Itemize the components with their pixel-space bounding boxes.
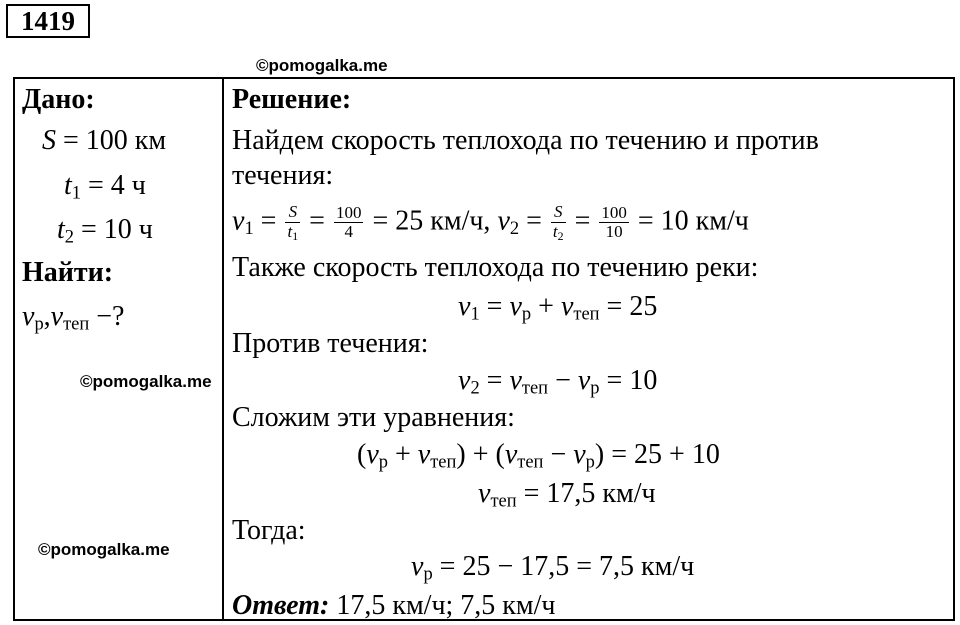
eq1-eq-a: = xyxy=(253,205,284,237)
given-distance-var: S xyxy=(42,125,56,156)
frac3-num: S xyxy=(551,203,566,223)
eq2-plus: + xyxy=(531,291,561,322)
equation-downstream xyxy=(458,293,657,323)
watermark-bottom: ©pomogalka.me xyxy=(38,540,170,559)
frac1-den-var: t xyxy=(287,221,293,241)
answer-label: Ответ: xyxy=(232,590,330,621)
eq3-eq: = xyxy=(479,365,510,396)
eq1-v2: v xyxy=(497,205,510,237)
given-title: Дано: xyxy=(22,84,95,115)
watermark-top: ©pomogalka.me xyxy=(256,56,388,75)
given-distance xyxy=(42,127,166,155)
eq3-v-r: v xyxy=(577,365,591,396)
answer-line xyxy=(232,592,556,620)
find-sub-tep: теп xyxy=(63,313,90,334)
find-expression xyxy=(22,303,124,333)
given-time-1 xyxy=(64,172,146,202)
eq1-v1: v xyxy=(232,205,245,237)
eq3-v-tep: v xyxy=(509,365,522,396)
frac4-den: 10 xyxy=(605,222,623,242)
eq3-minus: − xyxy=(548,365,578,396)
frac3-den-sub: 2 xyxy=(557,228,564,243)
eq2-sub-r: р xyxy=(521,303,532,324)
eq3-v2: v xyxy=(458,365,471,396)
fraction-100-10 xyxy=(599,204,629,242)
watermark-middle: ©pomogalka.me xyxy=(80,372,212,391)
find-sep: , xyxy=(43,301,51,332)
eq4-v-r-2: v xyxy=(573,439,586,470)
eq1-eq-d: = xyxy=(567,205,598,237)
eq2-sub1: 1 xyxy=(470,303,480,324)
eq4-v-tep-2: v xyxy=(504,439,518,470)
eq3-sub2: 2 xyxy=(470,377,480,398)
frac3-den-var: t xyxy=(552,221,558,241)
eq3-sub-r: р xyxy=(590,377,600,398)
eq1-result-2: = 10 км/ч xyxy=(630,205,749,237)
eq4-v-r-1: v xyxy=(366,439,379,470)
equation-boat-speed xyxy=(478,480,656,510)
eq3-end: = 10 xyxy=(599,365,658,396)
eq4-sub-r-1: р xyxy=(378,451,388,472)
find-tail: −? xyxy=(89,301,125,332)
eq2-eq: = xyxy=(479,291,510,322)
eq1-eq-b: = xyxy=(302,205,332,237)
solution-line-5: Сложим эти уравнения: xyxy=(232,402,515,433)
problem-number: 1419 xyxy=(6,4,90,38)
eq4-v-tep-1: v xyxy=(417,439,431,470)
equation-river-speed xyxy=(411,553,694,583)
solution-line-4: Против течения: xyxy=(232,328,429,359)
eq2-end: = 25 xyxy=(599,291,658,322)
find-var-2: v xyxy=(50,301,64,332)
eq2-v-tep: v xyxy=(560,291,574,322)
fraction-100-4 xyxy=(334,204,364,242)
eq1-sub1: 1 xyxy=(244,217,254,238)
eq2-v-r: v xyxy=(509,291,522,322)
solution-line-3: Также скорость теплохода по течению реки: xyxy=(232,252,759,283)
given-time-1-var: t xyxy=(64,170,72,201)
frac1-den-sub: 1 xyxy=(292,228,299,243)
given-time-2-sub: 2 xyxy=(64,226,75,247)
solution-title: Решение: xyxy=(232,84,352,115)
frac4-num: 100 xyxy=(601,202,627,222)
eq4-plus-2: + xyxy=(465,439,496,470)
frac2-den: 4 xyxy=(344,222,353,242)
eq1-eq-c: = xyxy=(519,205,549,237)
find-sub-r: р xyxy=(34,313,44,334)
solution-line-2: течения: xyxy=(232,160,334,191)
eq1-result-1: = 25 км/ч, xyxy=(365,205,498,237)
eq4-close-1: ) xyxy=(456,439,466,470)
equation-speeds xyxy=(232,203,749,243)
given-time-2 xyxy=(57,216,153,246)
eq6-end: = 25 − 17,5 = 7,5 км/ч xyxy=(432,551,695,582)
find-var-1: v xyxy=(22,301,35,332)
answer-text: 17,5 км/ч; 7,5 км/ч xyxy=(329,590,556,621)
eq3-sub-tep: теп xyxy=(521,377,549,398)
eq2-sub-tep: теп xyxy=(573,303,600,324)
given-time-1-value: = 4 ч xyxy=(81,170,146,201)
eq6-sub-r: р xyxy=(423,563,433,584)
eq5-end: = 17,5 км/ч xyxy=(516,478,656,509)
given-distance-value: = 100 км xyxy=(56,125,167,156)
equation-sum xyxy=(357,441,720,471)
given-time-2-var: t xyxy=(57,214,65,245)
eq4-sub-r-2: р xyxy=(585,451,595,472)
solution-line-6: Тогда: xyxy=(232,515,306,546)
eq4-sub-tep-1: теп xyxy=(430,451,457,472)
solution-table xyxy=(13,77,955,621)
given-time-1-sub: 1 xyxy=(71,182,82,203)
given-time-2-value: = 10 ч xyxy=(74,214,153,245)
frac2-num: 100 xyxy=(335,202,362,222)
eq4-minus: − xyxy=(543,439,574,470)
eq4-end: = 25 + 10 xyxy=(604,439,720,470)
equation-upstream xyxy=(458,367,657,397)
eq4-close-2: ) xyxy=(594,439,605,470)
eq2-v1: v xyxy=(458,291,471,322)
eq4-open-2: ( xyxy=(495,439,505,470)
eq1-sub2: 2 xyxy=(509,217,520,238)
find-title: Найти: xyxy=(22,257,114,288)
eq4-plus-1: + xyxy=(388,439,418,470)
column-divider xyxy=(222,77,224,621)
eq6-v: v xyxy=(411,551,424,582)
solution-line-1: Найдем скорость теплохода по течению и против xyxy=(232,125,819,156)
eq4-sub-tep-2: теп xyxy=(517,451,544,472)
eq5-sub-tep: теп xyxy=(490,490,517,511)
eq4-open-1: ( xyxy=(357,439,367,470)
eq5-v: v xyxy=(478,478,491,509)
frac1-num: S xyxy=(285,203,300,223)
fraction-s-t1 xyxy=(285,203,300,243)
fraction-s-t2 xyxy=(551,203,566,243)
